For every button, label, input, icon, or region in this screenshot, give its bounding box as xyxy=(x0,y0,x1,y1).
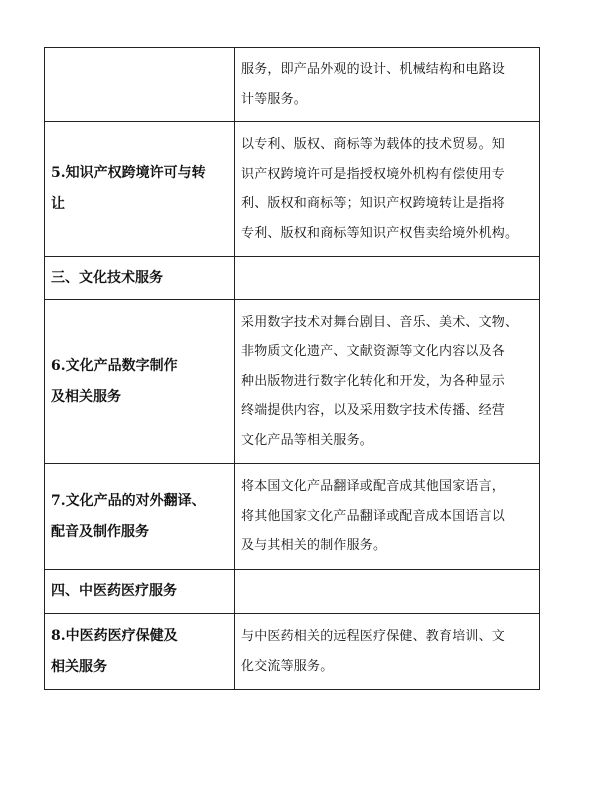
description-cell xyxy=(235,300,540,464)
category-cell xyxy=(45,48,235,122)
section-heading: 四、中医药医疗服务 xyxy=(51,583,177,599)
section-header-row xyxy=(45,570,540,614)
section-heading-cell xyxy=(45,570,235,614)
category-cell xyxy=(45,122,235,257)
table-row xyxy=(45,300,540,464)
category-label: 6.文化产品数字制作 及相关服务 xyxy=(51,357,178,405)
description-text: 将本国文化产品翻译或配音成其他国家语言， 将其他国家文化产品翻译或配音成本国语言以 及与其相关的制作服务。 xyxy=(241,479,506,554)
table-row xyxy=(45,464,540,570)
description-cell xyxy=(235,464,540,570)
category-cell xyxy=(45,614,235,690)
table-row xyxy=(45,614,540,690)
description-text: 服务，即产品外观的设计、机械结构和电路设 计等服务。 xyxy=(241,62,506,107)
table-row xyxy=(45,122,540,257)
description-cell xyxy=(235,48,540,122)
category-cell xyxy=(45,464,235,570)
description-cell xyxy=(235,122,540,257)
category-cell xyxy=(45,300,235,464)
section-header-row xyxy=(45,257,540,300)
services-table xyxy=(44,47,540,690)
description-text: 与中医药相关的远程医疗保健、教育培训、文 化交流等服务。 xyxy=(241,629,506,674)
description-cell xyxy=(235,614,540,690)
description-cell xyxy=(235,570,540,614)
description-text: 采用数字技术对舞台剧目、音乐、美术、文物、 非物质文化遗产、文献资源等文化内容以及各 种出版物进行数字化转化和开发，为各种显示 终端提供内容，以及采用数字技术传播、经营 文化产品等相关服务。 xyxy=(241,314,519,448)
description-cell xyxy=(235,257,540,300)
category-label: 8.中医药医疗保健及 相关服务 xyxy=(51,627,178,675)
category-label: 7.文化产品的对外翻译、 配音及制作服务 xyxy=(51,492,206,540)
description-text: 以专利、版权、商标等为载体的技术贸易。知 识产权跨境许可是指授权境外机构有偿使用专 利、版权和商标等；知识产权跨境转让是指将 专利、版权和商标等知识产权售卖给境外机构。 xyxy=(241,137,519,241)
section-heading: 三、文化技术服务 xyxy=(51,269,163,286)
table-row xyxy=(45,48,540,122)
category-label: 5.知识产权跨境许可与转 让 xyxy=(51,165,206,212)
section-heading-cell xyxy=(45,257,235,300)
